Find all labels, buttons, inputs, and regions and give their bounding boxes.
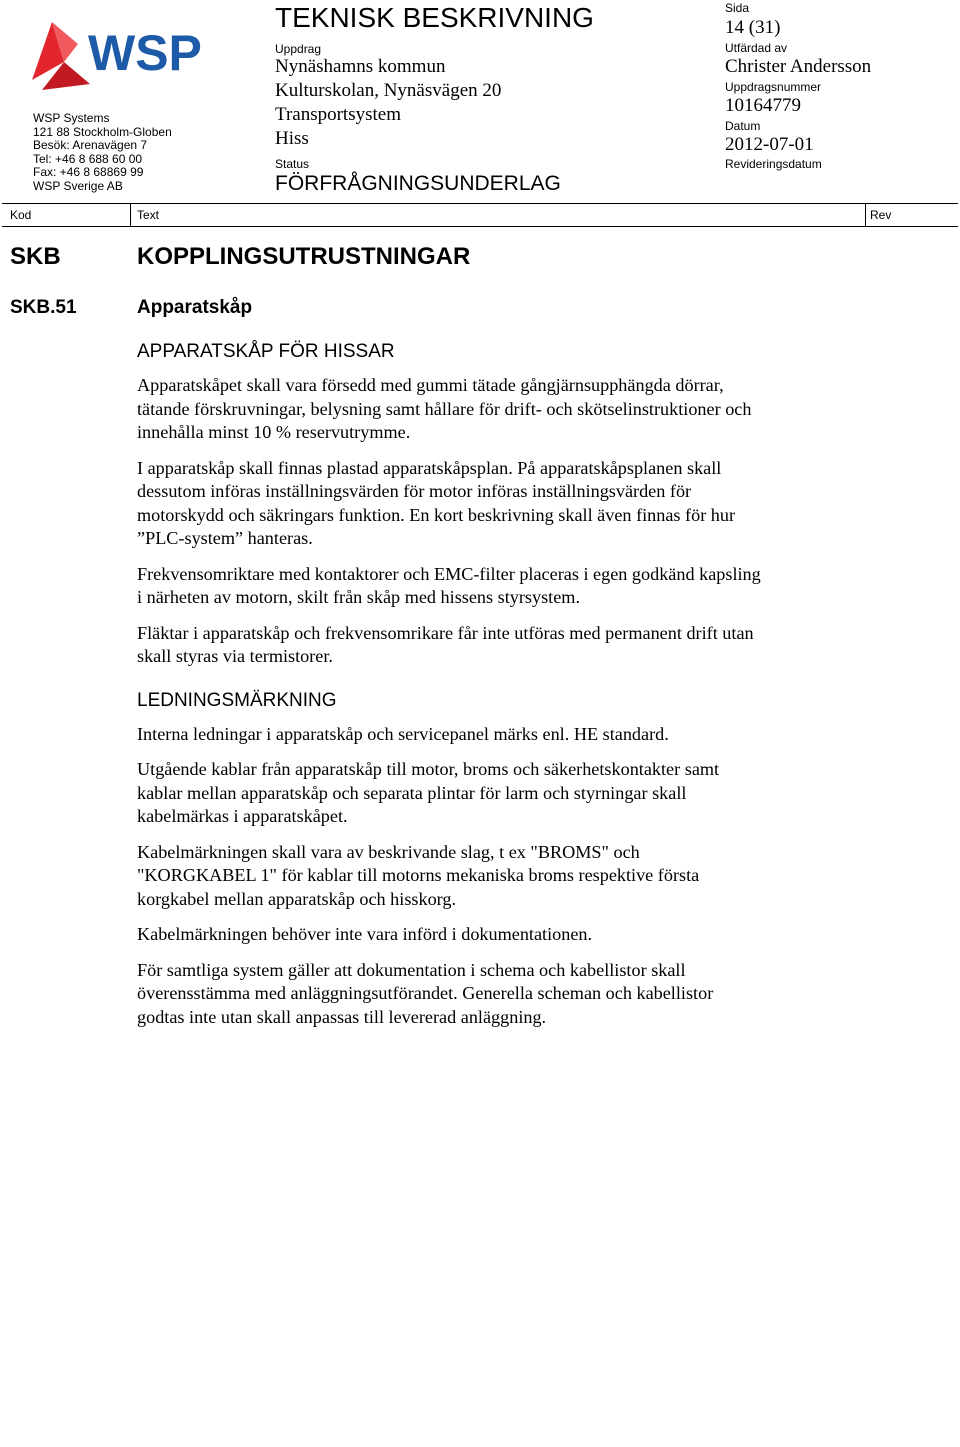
company-line: Fax: +46 8 68869 99 [33,165,144,180]
paragraph [137,959,897,1030]
column-header-rev: Rev [870,208,892,222]
text-line: korgkabel mellan apparatskåp och hisskorg. [137,888,457,909]
text-line: Interna ledningar i apparatskåp och servicepanel märks enl. HE standard. [137,723,669,744]
paragraph [137,758,897,829]
subsection-code: SKB.51 [10,297,77,318]
text-line: godtas inte utan skall anpassas till levererad anläggning. [137,1006,547,1027]
paragraph [137,374,897,445]
text-line: "KORGKABEL 1" för kablar till motorns mekaniska broms respektive första [137,865,700,885]
text-line: För samtliga system gäller att dokumentation i schema och kabellistor skall [137,959,686,980]
revideringsdatum-label: Revideringsdatum [725,157,822,171]
document-body [137,340,897,1041]
text-line: Apparatskåpet skall vara försedd med gummi tätade gångjärnsupphängda dörrar, [137,375,724,395]
section-code: SKB [10,243,61,270]
paragraph [137,841,897,912]
text-line: Frekvensomriktare med kontaktorer och EMC-filter placeras i egen godkänd kapsling [137,563,761,584]
column-divider [865,203,866,226]
company-line: WSP Sverige AB [33,178,123,193]
text-line: skall styras via termistorer. [137,646,333,666]
heading-apparatskap-for-hissar: APPARATSKÅP FÖR HISSAR [137,341,395,362]
paragraph [137,923,897,947]
uppdrag-line: Hiss [275,128,309,149]
utfardad-value: Christer Andersson [725,56,872,77]
text-line: Utgående kablar från apparatskåp till motor, broms och säkerhetskontakter samt [137,759,720,779]
heading-ledningsmarkning: LEDNINGSMÄRKNING [137,689,337,711]
subsection-title: Apparatskåp [137,297,253,318]
uppdragsnummer-value: 10164779 [725,95,801,116]
uppdrag-line: Nynäshamns kommun [275,56,446,77]
column-divider [130,203,131,226]
text-line: kabelmärkas i apparatskåpet. [137,806,348,826]
text-line: kablar mellan apparatskåp och separata plintar för larm och styrningar skall [137,782,687,803]
logo-text: WSP [88,25,202,81]
text-line: dessutom införas inställningsvärden för motor införas inställningsvärden för [137,481,692,501]
text-line: överensstämma med anläggningsutförandet. Generella scheman och kabellistor [137,983,714,1003]
sida-value: 14 (31) [725,17,781,38]
wsp-logo [30,18,225,100]
uppdrag-label: Uppdrag [275,42,322,56]
company-line: WSP Systems [33,111,110,125]
text-line: Kabelmärkningen behöver inte vara införd i dokumentationen. [137,924,593,944]
status-value: FÖRFRÅGNINGSUNDERLAG [275,172,561,195]
paragraph [137,723,897,747]
text-line: motorskydd och säkringars funktion. En kort beskrivning skall även finnas för hur [137,504,736,525]
paragraph [137,622,897,669]
text-line: I apparatskåp skall finnas plastad apparatskåpsplan. På apparatskåpsplanen skall [137,457,722,478]
text-line: i närheten av motorn, skilt från skåp med hissens styrsystem. [137,587,580,607]
text-line: tätande förskruvningar, belysning samt hållare för drift- och skötselinstruktioner och [137,398,752,419]
text-line: innehålla minst 10 % reservutrymme. [137,422,411,442]
sida-label: Sida [725,1,750,15]
text-line: Kabelmärkningen skall vara av beskrivande slag, t ex "BROMS" och [137,841,640,862]
company-info [33,112,172,194]
status-label: Status [275,157,310,171]
company-line: Tel: +46 8 688 60 00 [33,151,143,166]
document-title: TEKNISK BESKRIVNING [275,2,594,33]
column-header-kod: Kod [10,208,32,222]
column-header-divider [2,226,958,227]
datum-label: Datum [725,119,761,133]
datum-value: 2012-07-01 [725,134,814,155]
text-line: ”PLC-system” hanteras. [137,528,313,548]
uppdragsnummer-label: Uppdragsnummer [725,80,822,94]
uppdrag-line: Kulturskolan, Nynäsvägen 20 [275,80,502,101]
company-line: 121 88 Stockholm-Globen [33,124,172,139]
text-line: Fläktar i apparatskåp och frekvensomrikare får inte utföras med permanent drift utan [137,622,754,643]
uppdrag-line: Transportsystem [275,104,401,125]
section-title: KOPPLINGSUTRUSTNINGAR [137,243,471,270]
company-line: Besök: Arenavägen 7 [33,138,148,153]
utfardad-label: Utfärdad av [725,41,788,55]
header-divider [2,203,958,204]
paragraph [137,457,897,551]
column-header-text: Text [137,208,160,222]
paragraph [137,563,897,610]
